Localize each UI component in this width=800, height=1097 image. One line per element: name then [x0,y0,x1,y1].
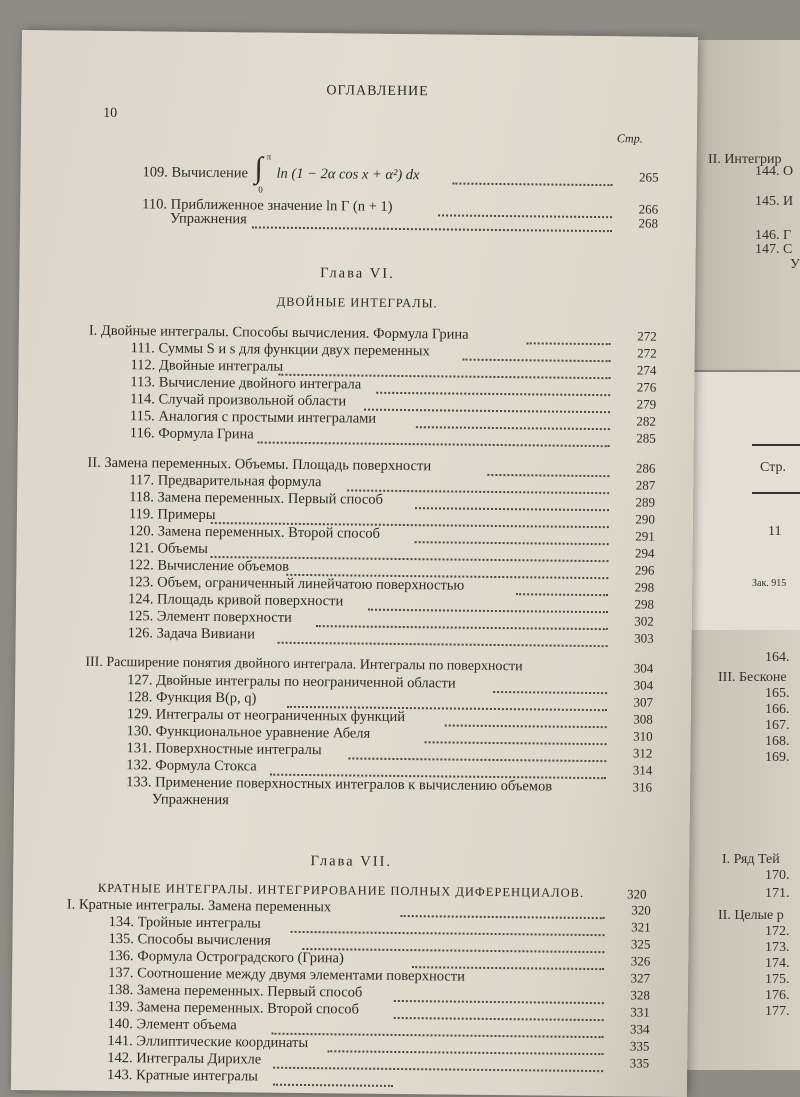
entry-label: 113. Вычисление двойного интеграла [130,374,362,393]
entry-label: 118. Замена переменных. Первый способ [129,489,384,508]
chapter-heading: Глава VI. [320,265,395,282]
side-line: 177. [765,1004,790,1019]
entry-label: 114. Случай произвольной области [130,391,347,410]
side-line: 176. [765,988,790,1003]
side-line: III. Бесконе [718,670,787,685]
entry-page: 325 [630,936,651,952]
entry-label: 122. Вычисление объемов [128,557,290,575]
section-label: III. Расширение понятия двойного интеграла. Интегралы по поверхности [85,654,523,675]
entry-label: 132. Формула Стокса [126,757,257,775]
entry-page: 304 [633,677,654,693]
entry-page: 286 [635,460,656,476]
entry-page: 282 [636,413,657,429]
entry-label: 123. Объем, ограниченный линейчатою поверхностью [128,574,465,594]
entry-label: 110. Приближенное значение ln Γ (n + 1) [142,196,393,215]
entry-label: Упражнения [151,791,229,809]
table-rule [752,444,800,446]
table-rule [752,492,800,494]
entry-page: 327 [630,970,651,986]
entry-page: 308 [633,711,653,727]
entry-page: 307 [633,694,654,710]
leader-dots [278,632,608,647]
table-header: Стр. [760,460,786,475]
entry-page: 287 [635,477,656,493]
entry-label: 143. Кратные интегралы [106,1066,259,1085]
entry-page: 272 [637,328,657,344]
entry-label: 141. Эллиптические координаты [107,1032,309,1052]
side-line: 168. [765,734,790,749]
entry-label: 109. Вычисление [142,164,249,182]
entry-page: 268 [638,215,659,231]
entry-label: 127. Двойные интегралы по неограниченной области [127,672,456,692]
entry-page: 303 [634,630,654,646]
entry-label: 129. Интегралы от неограниченных функций [126,706,406,726]
entry-page: 290 [635,511,655,527]
entry-page: 272 [637,345,657,361]
chapter-title-page: 320 [626,886,647,902]
side-line: 172. [765,924,790,939]
entry-label: 130. Функциональное уравнение Абеля [126,723,371,742]
entry-label: 116. Формула Грина [129,425,254,443]
entry-label: 119. Примеры [128,506,216,524]
entry-page: 302 [634,613,654,629]
entry-label: 135. Способы вычисления [108,930,271,949]
entry-page: 331 [630,1004,650,1020]
entry-page: 289 [635,494,656,510]
side-line: 169. [765,750,790,765]
entry-page: 294 [634,545,655,561]
entry-label: 120. Замена переменных. Второй способ [128,523,381,542]
section-label: II. Замена переменных. Объемы. Площадь поверхности [87,454,432,475]
entry-label: 125. Элемент поверхности [127,608,292,626]
entry-page: 314 [632,762,653,778]
entry-page: 328 [630,987,651,1003]
integral-lower-limit: 0 [258,184,263,195]
side-line: 145. И [755,194,794,209]
entry-page: 265 [638,169,659,185]
entry-label: 126. Задача Вивиани [127,625,256,643]
entry-label: 112. Двойные интегралы [130,357,284,375]
integral-sign-icon: ∫ [254,151,263,185]
side-line: 170. [765,868,790,883]
order-text: Зак. 915 [752,578,787,589]
table-value: 11 [768,524,782,539]
entry-page: 291 [635,528,655,544]
side-line: II. Целые р [718,908,784,923]
side-line: 173. [765,940,790,955]
entry-page: 310 [633,728,653,744]
side-line: 144. О [755,164,794,179]
page-number: 10 [103,105,118,122]
entry-page: 274 [636,362,657,378]
entry-page: 326 [630,953,651,969]
side-line: 174. [765,956,790,971]
entry-label: 121. Объемы [128,540,209,557]
entry-page: 335 [629,1038,650,1054]
entry-label: 111. Суммы S и s для функции двух переменных [130,340,430,360]
leader-dots [273,1074,393,1087]
leader-dots [258,431,610,447]
entry-label: 117. Предварительная формула [129,472,322,491]
entry-page: 298 [634,579,655,595]
entry-page: 304 [633,660,654,676]
adjacent-insert-sheet [688,372,800,634]
side-line: 146. Г [755,228,792,243]
chapter-heading: Глава VII. [310,853,393,870]
side-line: 147. С [755,242,793,257]
entry-page: 285 [636,430,656,446]
chapter-title: КРАТНЫЕ ИНТЕГРАЛЫ. ИНТЕГРИРОВАНИЕ ПОЛНЫХ ДИФЕРЕНЦИАЛОВ. [97,880,585,900]
entry-page: 321 [631,919,651,935]
entry-page: 335 [629,1055,650,1071]
entry-label: 142. Интегралы Дирихле [107,1049,262,1068]
section-label: I. Кратные интегралы. Замена переменных [66,896,332,916]
integral-formula: ln (1 − 2α cos x + α²) dx [276,165,420,184]
running-title: ОГЛАВЛЕНИЕ [326,83,429,100]
entry-label: 140. Элемент объема [107,1015,237,1034]
side-line: 165. [765,686,790,701]
entry-label: 136. Формула Остроградского (Грина) [108,947,344,967]
entry-page: 276 [636,379,657,395]
entry-label: 133. Применение поверхностных интегралов к вычислению объемов [126,774,553,795]
page-column-label: Стр. [616,131,643,146]
section-label: I. Двойные интегралы. Способы вычисления. Формула Грина [88,322,469,343]
entry-label: 137. Соотношение между двумя элементами поверхности [108,964,465,985]
entry-page: 266 [638,201,659,217]
entry-label: 124. Площадь кривой поверхности [127,591,344,610]
entry-page: 298 [634,596,655,612]
side-line: I. Ряд Тей [722,852,780,867]
side-line: 164. [765,650,790,665]
toc-page [11,30,698,1097]
entry-page: 312 [632,745,653,761]
chapter-title: ДВОЙНЫЕ ИНТЕГРАЛЫ. [276,294,438,311]
side-line: 167. [765,718,790,733]
entry-page: 334 [629,1021,650,1037]
side-line: II. Интегрир [708,152,782,167]
toc-entry-109 [20,151,696,195]
side-line: У [790,257,800,272]
side-line: 166. [765,702,790,717]
entry-label: 131. Поверхностные интегралы [126,740,322,759]
leader-dots [252,216,612,232]
side-line: 171. [765,886,790,901]
leader-dots [516,583,608,596]
leader-dots [452,173,612,187]
entry-label: 134. Тройные интегралы [108,913,261,932]
entry-page: 296 [634,562,655,578]
entry-label: 128. Функция B(p, q) [126,689,257,707]
side-line: 175. [765,972,790,987]
entry-page: 279 [636,396,657,412]
entry-label: Упражнения [169,210,247,228]
entry-page: 316 [632,779,653,795]
entry-label: 139. Замена переменных. Второй способ [107,998,360,1018]
leader-dots [527,332,611,345]
entry-label: 115. Аналогия с простыми интегралами [129,408,377,427]
entry-page: 320 [631,902,651,918]
integral-upper-limit: π [266,151,272,162]
entry-label: 138. Замена переменных. Первый способ [107,981,363,1001]
